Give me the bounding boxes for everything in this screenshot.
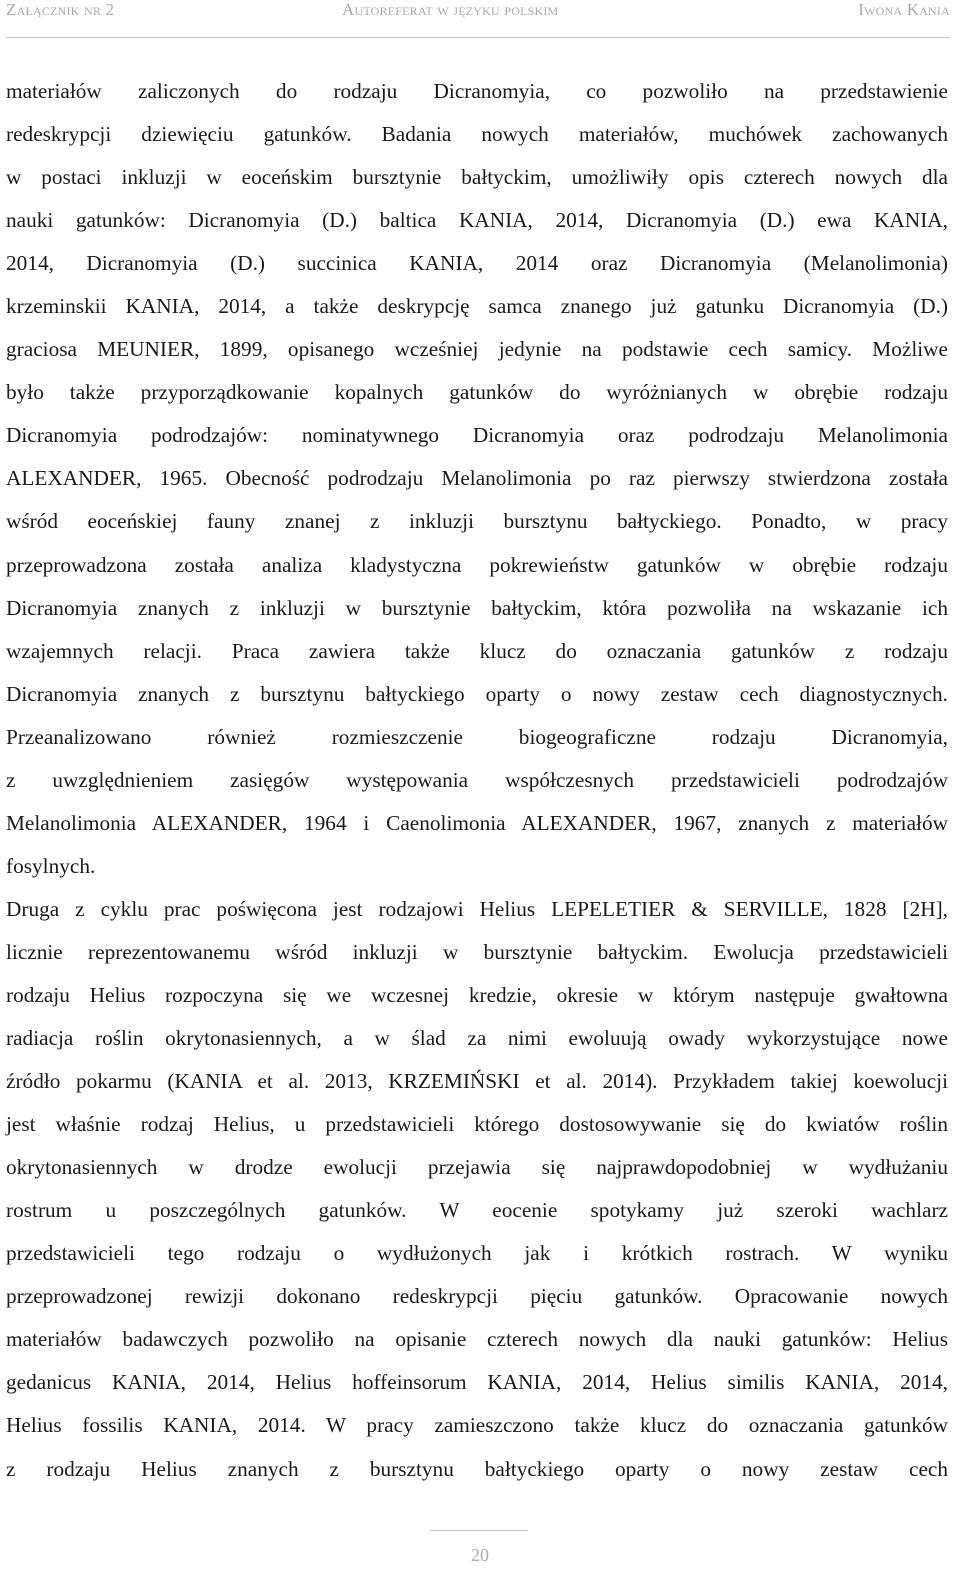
text-line: materiałów badawczych pozwoliło na opisanie czterech nowych dla nauki gatunków: Helius (6, 1327, 948, 1352)
text-line: wzajemnych relacji. Praca zawiera także klucz do oznaczania gatunków z rodzaju (6, 638, 948, 663)
text-line: wśród eoceńskiej fauny znanej z inkluzji bursztynu bałtyckiego. Ponadto, w pracy (6, 509, 948, 534)
page-number: 20 (471, 1545, 489, 1565)
text-line: rostrum u poszczególnych gatunków. W eocenie spotykamy już szeroki wachlarz (6, 1198, 948, 1223)
text-line: materiałów zaliczonych do rodzaju Dicranomyia, co pozwoliło na przedstawienie (6, 79, 948, 103)
text-line: graciosa MEUNIER, 1899, opisanego wcześniej jedynie na podstawie cech samicy. Możliwe (6, 337, 948, 362)
text-line: Dicranomyia znanych z inkluzji w bursztynie bałtyckim, która pozwoliła na wskazanie ich (6, 595, 948, 620)
body-text (6, 70, 948, 1491)
text-line: licznie reprezentowanemu wśród inkluzji w bursztynie bałtyckim. Ewolucja przedstawicieli (6, 939, 948, 964)
header-divider (6, 37, 950, 38)
text-line: rodzaju Helius rozpoczyna się we wczesnej kredzie, okresie w którym następuje gwałtowna (6, 982, 948, 1007)
text-line: jest właśnie rodzaj Helius, u przedstawicieli którego dostosowywanie się do kwiatów roślin (6, 1112, 948, 1137)
header-appendix-label: Załącznik nr 2 (6, 0, 115, 19)
header-author-name: Iwona Kania (858, 0, 950, 19)
text-line: Helius fossilis KANIA, 2014. W pracy zamieszczono także klucz do oznaczania gatunków (6, 1413, 948, 1438)
text-line: krzeminskii KANIA, 2014, a także deskrypcję samca znanego już gatunku Dicranomyia (D.) (6, 294, 948, 319)
text-line: radiacja roślin okrytonasiennych, a w ślad za nimi ewoluują owady wykorzystujące nowe (6, 1026, 948, 1051)
text-line: w postaci inkluzji w eoceńskim bursztynie bałtyckim, umożliwiły opis czterech nowych dla (6, 165, 948, 190)
text-line: Melanolimonia ALEXANDER, 1964 i Caenolimonia ALEXANDER, 1967, znanych z materiałów (6, 810, 948, 835)
text-line: 2014, Dicranomyia (D.) succinica KANIA, 2014 oraz Dicranomyia (Melanolimonia) (6, 251, 948, 276)
text-line: źródło pokarmu (KANIA et al. 2013, KRZEMIŃSKI et al. 2014). Przykładem takiej koewolucji (6, 1069, 948, 1094)
text-line: fosylnych. (6, 853, 96, 878)
text-line: ALEXANDER, 1965. Obecność podrodzaju Melanolimonia po raz pierwszy stwierdzona została (6, 466, 948, 491)
text-line: przedstawicieli tego rodzaju o wydłużonych jak i krótkich rostrach. W wyniku (6, 1241, 948, 1266)
text-line: Dicranomyia znanych z bursztynu bałtyckiego oparty o nowy zestaw cech diagnostycznych. (6, 681, 948, 706)
text-line: Przeanalizowano również rozmieszczenie biogeograficzne rodzaju Dicranomyia, (6, 724, 948, 749)
text-line: Dicranomyia podrodzajów: nominatywnego Dicranomyia oraz podrodzaju Melanolimonia (6, 423, 948, 448)
header-document-title: Autoreferat w języku polskim (342, 0, 559, 19)
text-line: gedanicus KANIA, 2014, Helius hoffeinsorum KANIA, 2014, Helius similis KANIA, 2014, (6, 1370, 948, 1395)
text-line: nauki gatunków: Dicranomyia (D.) baltica KANIA, 2014, Dicranomyia (D.) ewa KANIA, (6, 208, 948, 233)
footer-divider (430, 1530, 528, 1531)
text-line: z rodzaju Helius znanych z bursztynu bałtyckiego oparty o nowy zestaw cech (6, 1456, 948, 1481)
text-line: przeprowadzona została analiza kladystyczna pokrewieństw gatunków w obrębie rodzaju (6, 552, 948, 577)
text-line: okrytonasiennych w drodze ewolucji przejawia się najprawdopodobniej w wydłużaniu (6, 1155, 948, 1180)
text-line: było także przyporządkowanie kopalnych gatunków do wyróżnianych w obrębie rodzaju (6, 380, 948, 405)
text-line: z uwzględnieniem zasięgów występowania współczesnych przedstawicieli podrodzajów (6, 767, 948, 792)
text-line: przeprowadzonej rewizji dokonano redeskrypcji pięciu gatunków. Opracowanie nowych (6, 1284, 948, 1309)
running-header (6, 0, 950, 24)
text-line: Druga z cyklu prac poświęcona jest rodzajowi Helius LEPELETIER & SERVILLE, 1828 [2H], (6, 896, 948, 921)
text-line: redeskrypcji dziewięciu gatunków. Badania nowych materiałów, muchówek zachowanych (6, 122, 948, 147)
